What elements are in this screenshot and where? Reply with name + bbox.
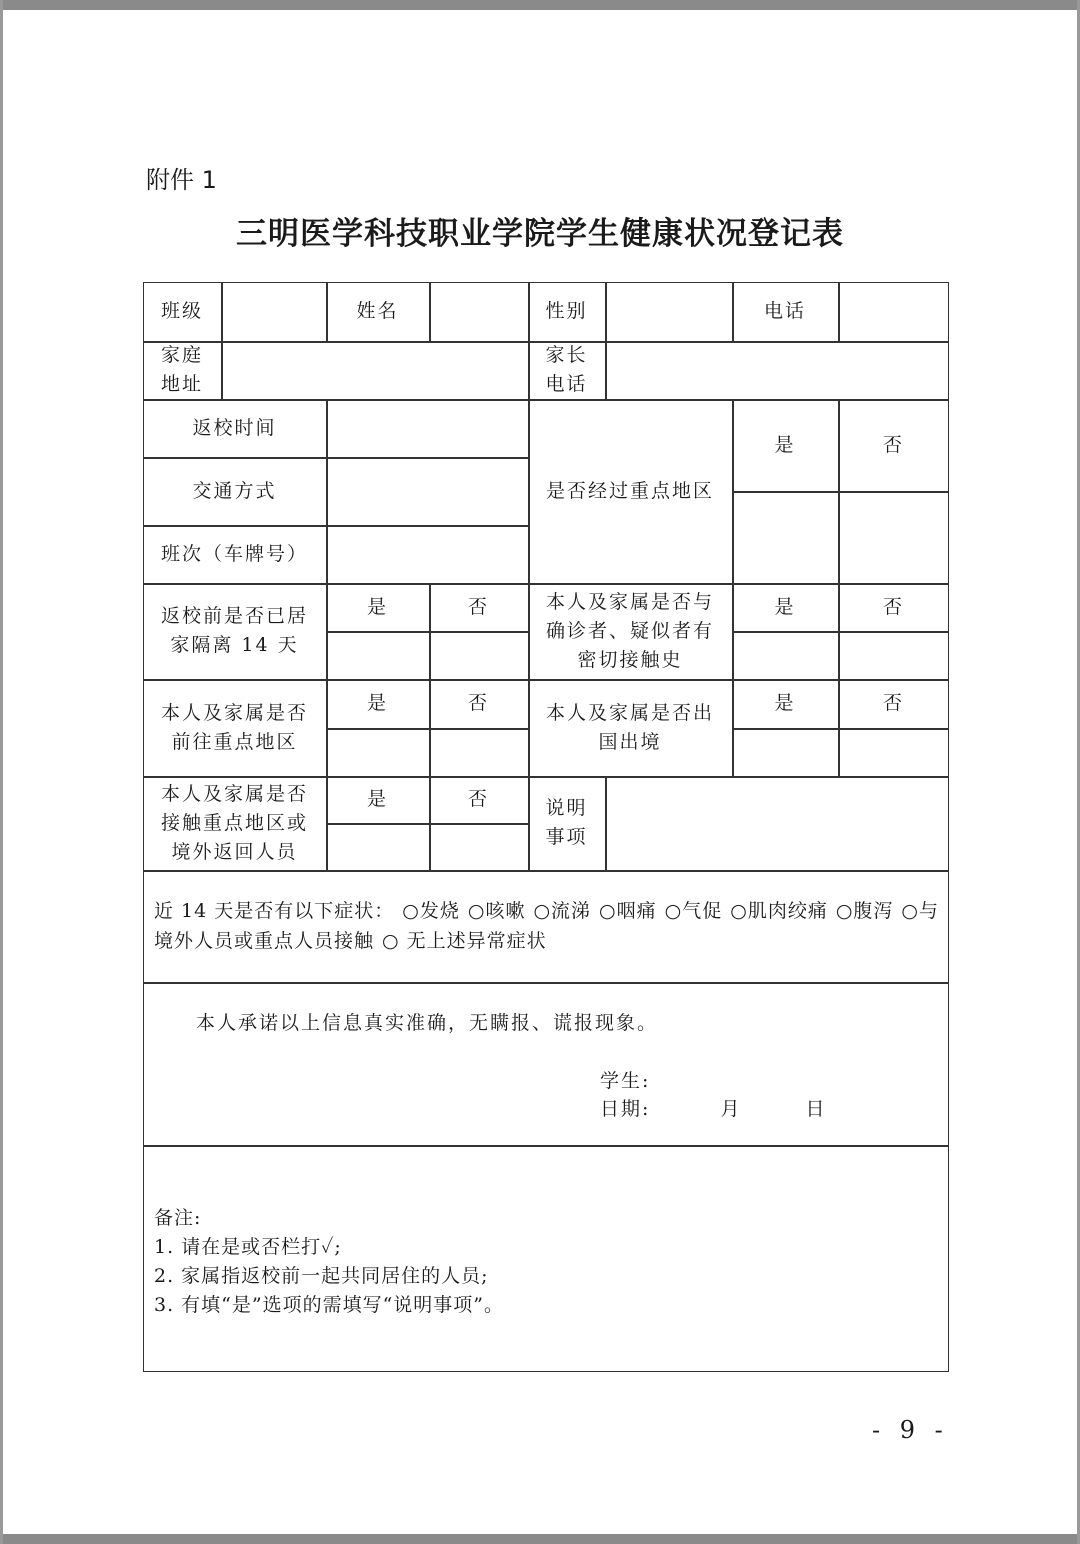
name-field[interactable] [430, 282, 528, 341]
class-field[interactable] [222, 282, 326, 341]
notes-label-line2: 事项 [545, 826, 588, 848]
transport-label: 交通方式 [192, 479, 277, 502]
abroad-no-box[interactable] [839, 729, 949, 776]
contact-history-yes-box[interactable] [733, 632, 838, 679]
exposure-yes-label: 是 [366, 788, 388, 810]
exposure-label-line3: 境外返回人员 [171, 840, 298, 863]
notes-label-line1: 说明 [545, 797, 588, 819]
symptoms-section [154, 896, 944, 956]
contact-history-no-box[interactable] [839, 632, 949, 679]
date-row [600, 1094, 827, 1121]
quarantine-no-label: 否 [467, 595, 489, 618]
parent-phone-label-line1: 家长 [545, 344, 588, 366]
quarantine-label-line1: 返校前是否已居 [160, 605, 308, 627]
symptom-option-diarrhea[interactable]: ○腹泻 [835, 900, 894, 922]
bottom-border-bar [0, 1534, 1080, 1544]
visited-key-area-label-line2: 前往重点地区 [171, 730, 298, 753]
trip-number-label: 班次（车牌号） [160, 542, 308, 565]
exposure-no-label: 否 [467, 788, 489, 810]
pledge-text: 本人承诺以上信息真实准确，无瞒报、谎报现象。 [196, 1012, 659, 1034]
visited-key-area-no-label: 否 [467, 692, 489, 714]
symptom-option-shortness-of-breath[interactable]: ○气促 [664, 900, 723, 922]
symptoms-prompt: 近 14 天是否有以下症状： [154, 900, 395, 922]
contact-history-label [528, 583, 732, 679]
abroad-label-line1: 本人及家属是否出 [545, 701, 714, 724]
abroad-yes-box[interactable] [733, 729, 838, 776]
return-time-field[interactable] [327, 399, 528, 457]
abroad-yes-label: 是 [774, 692, 796, 714]
passed-key-area-label: 是否经过重点地区 [545, 479, 714, 502]
notes-label [528, 776, 605, 870]
symptom-option-none[interactable]: ○ 无上述异常症状 [382, 930, 547, 952]
passed-key-area-no-box[interactable] [839, 492, 949, 583]
student-signature-label: 学生: [600, 1070, 651, 1092]
grid-line [143, 1145, 949, 1147]
home-address-field[interactable] [222, 341, 528, 399]
passed-key-area-no-label: 否 [882, 433, 904, 456]
phone-field[interactable] [839, 282, 949, 341]
gender-field[interactable] [606, 282, 732, 341]
symptom-option-contact[interactable]: ○与境外人员或重点人员接触 [154, 900, 940, 952]
exposure-yes-box[interactable] [327, 824, 429, 870]
remarks-item: 3. 有填“是”选项的需填写“说明事项”。 [154, 1294, 505, 1316]
abroad-no-label: 否 [882, 692, 904, 714]
remarks-section [154, 1204, 504, 1320]
name-label: 姓名 [356, 300, 399, 322]
home-address-label [143, 341, 221, 399]
contact-history-label-line2: 确诊者、疑似者有 [545, 619, 714, 642]
visited-key-area-yes-box[interactable] [327, 729, 429, 776]
visited-key-area-yes-label: 是 [366, 692, 388, 714]
remarks-item: 2. 家属指返校前一起共同居住的人员; [154, 1265, 489, 1287]
visited-key-area-label-line1: 本人及家属是否 [160, 701, 308, 724]
notes-field[interactable] [606, 776, 949, 870]
remarks-heading: 备注: [154, 1207, 202, 1229]
exposure-no-box[interactable] [430, 824, 528, 870]
parent-phone-field[interactable] [606, 341, 949, 399]
phone-label: 电话 [763, 300, 806, 322]
return-time-label: 返校时间 [192, 416, 277, 439]
contact-history-label-line3: 密切接触史 [577, 648, 683, 671]
symptom-option-runny-nose[interactable]: ○流涕 [533, 900, 592, 922]
visited-key-area-no-box[interactable] [430, 729, 528, 776]
quarantine-yes-label: 是 [366, 595, 388, 618]
contact-history-yes-label: 是 [774, 595, 796, 618]
month-label: 月 [720, 1098, 742, 1120]
symptom-option-muscle-pain[interactable]: ○肌肉绞痛 [730, 900, 828, 922]
parent-phone-label [528, 341, 605, 399]
gender-label: 性别 [545, 300, 588, 322]
attachment-label: 附件 1 [146, 166, 217, 194]
student-signature-row [600, 1066, 650, 1093]
parent-phone-label-line2: 电话 [545, 373, 588, 395]
abroad-label [528, 679, 732, 776]
exposure-label [143, 776, 326, 870]
grid-line [143, 982, 949, 984]
home-address-label-line1: 家庭 [160, 344, 203, 366]
exposure-label-line1: 本人及家属是否 [160, 782, 308, 805]
quarantine-label [143, 583, 326, 679]
trip-number-field[interactable] [327, 525, 528, 583]
contact-history-label-line1: 本人及家属是否与 [545, 590, 714, 613]
contact-history-no-label: 否 [882, 595, 904, 618]
quarantine-label-line2: 家隔离 14 天 [170, 634, 299, 656]
remarks-item: 1. 请在是或否栏打✓; [154, 1236, 342, 1258]
grid-line [143, 870, 949, 872]
symptom-option-cough[interactable]: ○咳嗽 [467, 900, 526, 922]
symptom-option-sore-throat[interactable]: ○咽痛 [599, 900, 657, 922]
top-border-bar [0, 0, 1080, 10]
home-address-label-line2: 地址 [160, 373, 203, 395]
day-label: 日 [805, 1098, 827, 1120]
passed-key-area-yes-label: 是 [774, 433, 796, 456]
visited-key-area-label [143, 679, 326, 776]
transport-field[interactable] [327, 457, 528, 525]
abroad-label-line2: 国出境 [598, 730, 662, 753]
date-label: 日期: [600, 1098, 651, 1120]
exposure-label-line2: 接触重点地区或 [160, 811, 308, 834]
page-number: - 9 - [872, 1416, 949, 1444]
class-label: 班级 [160, 300, 203, 322]
quarantine-yes-box[interactable] [327, 632, 429, 679]
quarantine-no-box[interactable] [430, 632, 528, 679]
symptom-option-fever[interactable]: ○发烧 [402, 900, 460, 922]
passed-key-area-yes-box[interactable] [733, 492, 838, 583]
page-title: 三明医学科技职业学院学生健康状况登记表 [236, 216, 844, 252]
